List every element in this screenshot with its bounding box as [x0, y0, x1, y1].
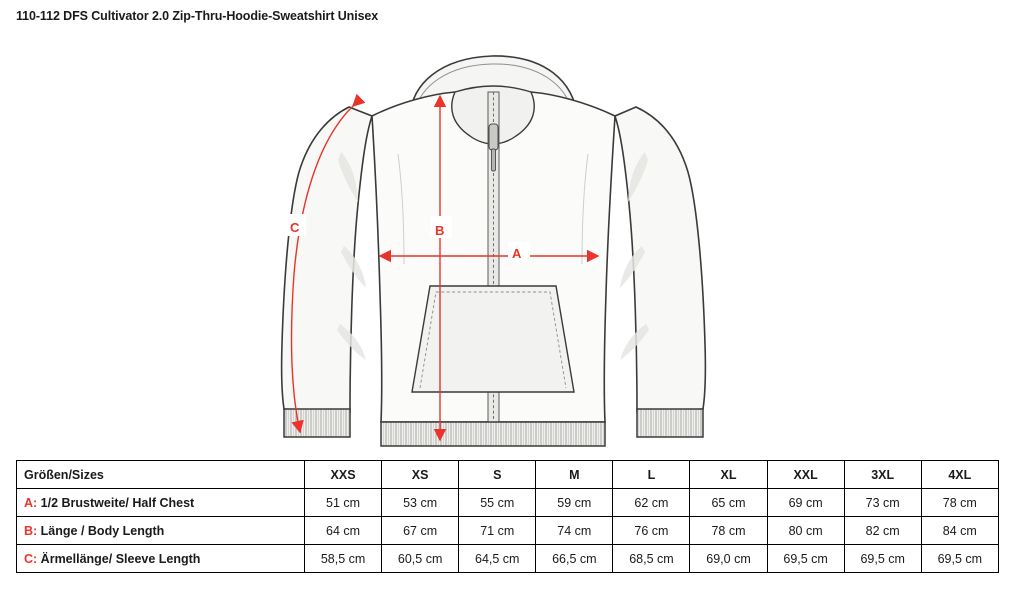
header-size-m: M — [536, 461, 613, 489]
row-label-half-chest — [17, 489, 305, 517]
header-size-xl: XL — [690, 461, 767, 489]
measure-label-c: C — [290, 220, 300, 235]
cell-b-xl: 78 cm — [690, 517, 767, 545]
cell-c-4xl: 69,5 cm — [921, 545, 998, 573]
row-label-body-length — [17, 517, 305, 545]
table-row — [17, 545, 999, 573]
cell-c-l: 68,5 cm — [613, 545, 690, 573]
cell-a-xs: 53 cm — [382, 489, 459, 517]
header-size-s: S — [459, 461, 536, 489]
cell-b-xs: 67 cm — [382, 517, 459, 545]
measure-label-b: B — [435, 223, 445, 238]
cell-c-xs: 60,5 cm — [382, 545, 459, 573]
cell-b-l: 76 cm — [613, 517, 690, 545]
garment-technical-drawing — [0, 24, 1015, 449]
cell-a-4xl: 78 cm — [921, 489, 998, 517]
cell-c-m: 66,5 cm — [536, 545, 613, 573]
table-row — [17, 489, 999, 517]
cell-a-m: 59 cm — [536, 489, 613, 517]
cell-a-xxl: 69 cm — [767, 489, 844, 517]
cell-c-xxl: 69,5 cm — [767, 545, 844, 573]
cell-a-xl: 65 cm — [690, 489, 767, 517]
header-size-xxl: XXL — [767, 461, 844, 489]
row-label-sleeve-length — [17, 545, 305, 573]
row-text-c: Ärmellänge/ Sleeve Length — [37, 551, 201, 566]
cell-a-s: 55 cm — [459, 489, 536, 517]
cell-c-3xl: 69,5 cm — [844, 545, 921, 573]
cell-b-s: 71 cm — [459, 517, 536, 545]
cell-b-4xl: 84 cm — [921, 517, 998, 545]
cell-c-s: 64,5 cm — [459, 545, 536, 573]
row-text-a: 1/2 Brustweite/ Half Chest — [37, 495, 195, 510]
table-header-row — [17, 461, 999, 489]
cell-a-l: 62 cm — [613, 489, 690, 517]
cell-a-xxs: 51 cm — [305, 489, 382, 517]
page-title: 110-112 DFS Cultivator 2.0 Zip-Thru-Hoodie-Sweatshirt Unisex — [16, 9, 379, 23]
cell-b-m: 74 cm — [536, 517, 613, 545]
table-row — [17, 517, 999, 545]
cell-b-xxs: 64 cm — [305, 517, 382, 545]
header-size-3xl: 3XL — [844, 461, 921, 489]
row-key-b: B: — [24, 523, 38, 538]
header-sizes-label: Größen/Sizes — [17, 461, 305, 489]
header-size-4xl: 4XL — [921, 461, 998, 489]
row-key-a: A: — [24, 495, 38, 510]
cell-c-xxs: 58,5 cm — [305, 545, 382, 573]
cell-a-3xl: 73 cm — [844, 489, 921, 517]
header-size-xs: XS — [382, 461, 459, 489]
cell-b-3xl: 82 cm — [844, 517, 921, 545]
cell-b-xxl: 80 cm — [767, 517, 844, 545]
cell-c-xl: 69,0 cm — [690, 545, 767, 573]
measure-label-a: A — [512, 246, 522, 261]
header-size-xxs: XXS — [305, 461, 382, 489]
row-key-c: C: — [24, 551, 38, 566]
size-chart-table — [16, 460, 999, 573]
row-text-b: Länge / Body Length — [37, 523, 165, 538]
header-size-l: L — [613, 461, 690, 489]
